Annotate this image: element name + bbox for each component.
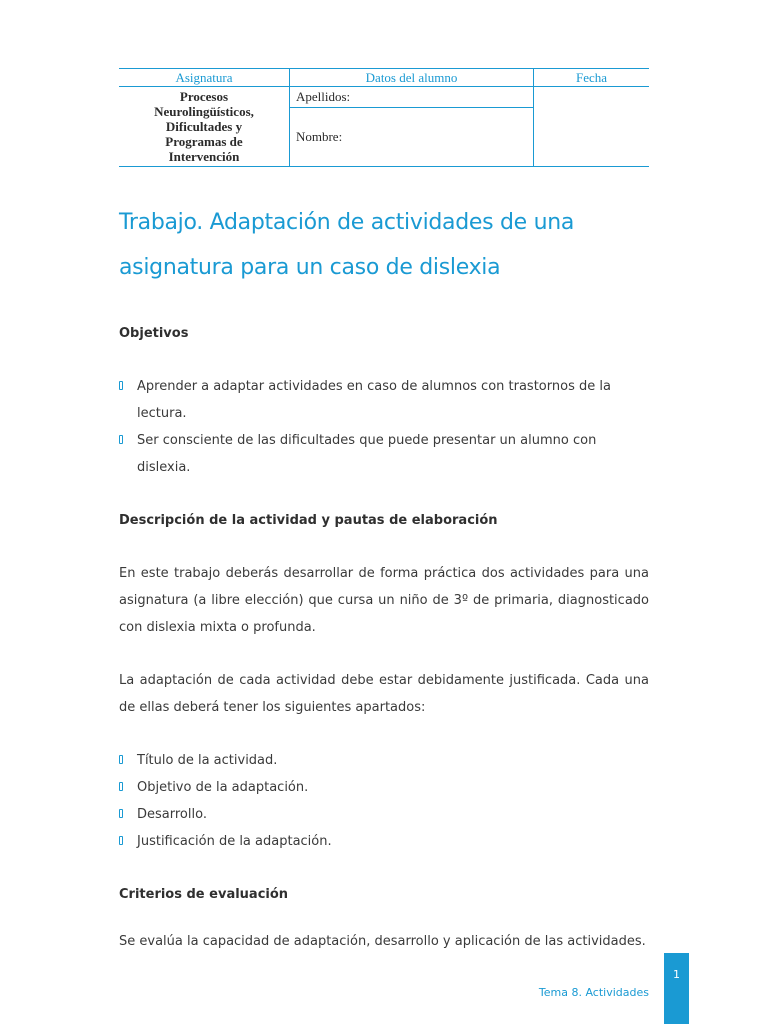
objectives-list — [119, 373, 649, 481]
header-table — [119, 68, 649, 167]
document-title-line: Trabajo. Adaptación de actividades de una — [119, 210, 575, 235]
list-item — [119, 801, 649, 828]
header-col-subject: Asignatura — [119, 69, 289, 87]
section-text: Título de la actividad. — [137, 753, 278, 768]
header-table-head-row — [119, 69, 649, 87]
objective-text: Ser consciente de las dificultades que puede presentar un alumno con dislexia. — [137, 433, 597, 475]
subject-line: Dificultades y — [165, 119, 243, 134]
bullet-icon — [119, 435, 123, 444]
bullet-icon — [119, 836, 123, 845]
bullet-icon — [119, 782, 123, 791]
subject-name-cell — [119, 87, 289, 167]
list-item — [119, 427, 649, 481]
section-text: Objetivo de la adaptación. — [137, 780, 309, 795]
description-heading: Descripción de la actividad y pautas de elaboración — [119, 513, 498, 528]
subject-line: Procesos — [179, 89, 229, 104]
objectives-heading: Objetivos — [119, 326, 189, 341]
list-item — [119, 373, 649, 427]
document-title — [119, 200, 649, 290]
adaptation-paragraph: La adaptación de cada actividad debe estar debidamente justificada. Cada una de ellas deberá tener los siguientes apartados: — [119, 673, 649, 715]
section-text: Justificación de la adaptación. — [137, 834, 332, 849]
bullet-icon — [119, 809, 123, 818]
subject-line: Programas de — [165, 134, 243, 149]
list-item — [119, 747, 649, 774]
bullet-icon — [119, 755, 123, 764]
description-paragraph: En este trabajo deberás desarrollar de forma práctica dos actividades para una asignatura (a libre elección) que cursa un niño de 3º de primaria, diagnosticado con dislexia mixta o profunda. — [119, 566, 649, 635]
page-number-tab — [664, 953, 689, 1024]
subject-line: Neurolingüísticos, — [154, 104, 254, 119]
header-col-date: Fecha — [534, 69, 649, 87]
criteria-heading: Criterios de evaluación — [119, 887, 289, 902]
name-field[interactable]: Nombre: — [289, 108, 533, 167]
footer-label: Tema 8. Actividades — [538, 986, 649, 999]
section-text: Desarrollo. — [137, 807, 207, 822]
objective-text: Aprender a adaptar actividades en caso de alumnos con trastornos de la lectura. — [137, 379, 611, 421]
list-item — [119, 828, 649, 855]
page-number: 1 — [673, 968, 680, 981]
surname-field[interactable]: Apellidos: — [289, 87, 533, 108]
sections-list — [119, 747, 649, 855]
subject-line: Intervención — [168, 149, 240, 164]
header-col-student: Datos del alumno — [289, 69, 533, 87]
bullet-icon — [119, 381, 123, 390]
document-body — [119, 200, 649, 955]
list-item — [119, 774, 649, 801]
criteria-paragraph: Se evalúa la capacidad de adaptación, desarrollo y aplicación de las actividades. — [119, 934, 646, 949]
header-table-row-surname — [119, 87, 649, 108]
document-title-line: asignatura para un caso de dislexia — [119, 255, 501, 280]
date-field[interactable] — [534, 87, 649, 167]
